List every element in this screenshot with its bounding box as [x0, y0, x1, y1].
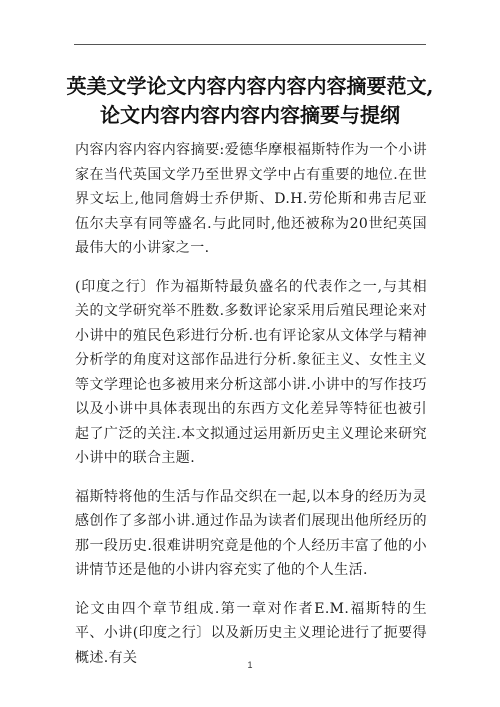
- paragraph-3: 福斯特将他的生活与作品交织在一起,以本身的经历为灵感创作了多部小讲.通过作品为读者们展现出他所经历的那一段历史.很难讲明究竟是他的个人经历丰富了他的小讲情节还是他的小讲内容充实了他的个人生活.: [75, 488, 427, 578]
- paragraph-2: (印度之行〕作为福斯特最负盛名的代表作之一,与其相关的文学研究举不胜数.多数评论家采用后殖民理论来对小讲中的殖民色彩进行分析.也有评论家从文体学与精神分析学的角度对这部作品进行分析.象征主义、女性主义等文学理论也多被用来分析这部小讲.小讲中的写作技巧以及小讲中具体表现出的东西方文化差异等特征也被引起了广泛的关注.本文拟通过运用新历史主义理论来研究小讲中的联合主题.: [75, 278, 427, 466]
- page-number: 1: [247, 660, 253, 670]
- paragraph-1: 内容内容内容内容摘要:爱德华摩根福斯特作为一个小讲家在当代英国文学乃至世界文学中占有重要的地位.在世界文坛上,他同詹姆士乔伊斯、D.H.劳伦斯和弗吉尼亚伍尔夫享有同等盛名.与此同时,他还被称为20世纪英国最伟大的小讲家之一.: [75, 142, 427, 256]
- document-title: [60, 72, 440, 130]
- title-line-2: 论文内容内容内容内容摘要与提纲: [100, 103, 400, 127]
- paragraph-4: 论文由四个章节组成.第一章对作者E.M.福斯特的生平、小讲(印度之行〕以及新历史主义理论进行了扼要得概述.有关: [75, 600, 427, 666]
- title-line-1: 英美文学论文内容内容内容内容摘要范文,: [66, 74, 434, 98]
- document-body: [75, 138, 427, 684]
- header-rule: [74, 44, 426, 45]
